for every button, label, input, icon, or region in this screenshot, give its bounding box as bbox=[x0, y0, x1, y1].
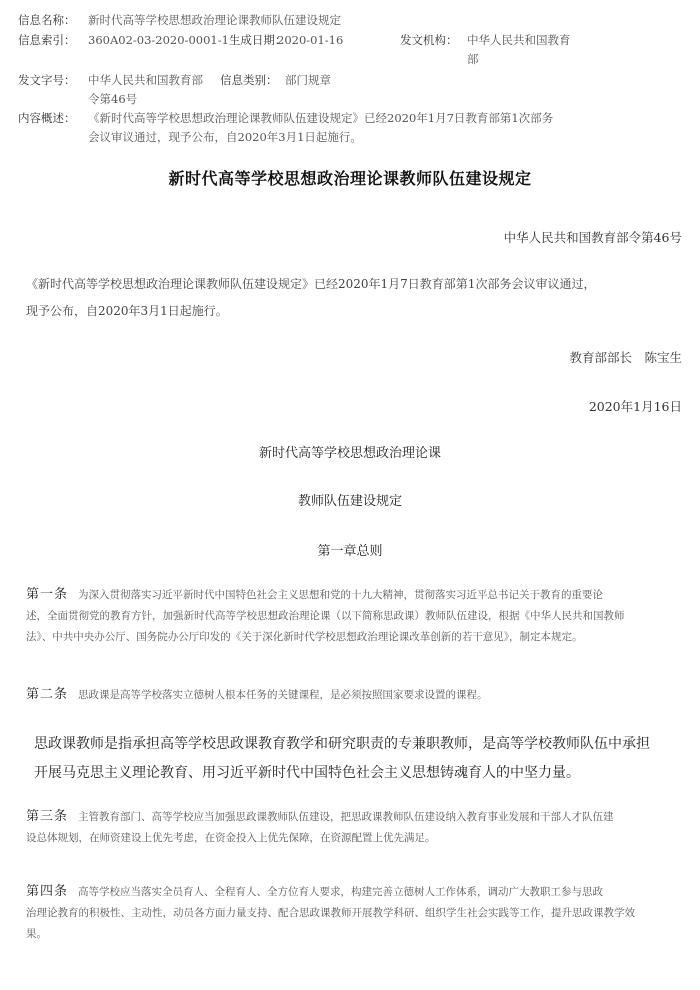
info-docno-label: 发文字号： bbox=[18, 73, 76, 87]
info-title-row bbox=[18, 12, 341, 28]
article-1-label: 第一条 bbox=[26, 587, 69, 602]
article-3-line-2: 设总体规划，在师资建设上优先考虑，在资金投入上优先保障，在资源配置上优先满足。 bbox=[26, 832, 436, 844]
info-title-label: 信息名称： bbox=[18, 13, 76, 27]
article-4-line-2: 治理论教育的积极性、主动性，动员各方面力量支持、配合思政课教师开展教学科研、组织学生社会实践等工作，提升思政课教学效 bbox=[26, 907, 635, 919]
info-summary-label: 内容概述： bbox=[18, 111, 76, 125]
info-docno-row bbox=[18, 72, 203, 88]
info-category-label: 信息类别： bbox=[220, 73, 278, 87]
sign-date: 2020年1月16日 bbox=[588, 399, 682, 414]
article-1-line-3: 法》、中共中央办公厅、国务院办公厅印发的《关于深化新时代学校思想政治理论课改革创新的若干意见》，制定本规定。 bbox=[26, 631, 583, 643]
intro-line-1: 《新时代高等学校思想政治理论课教师队伍建设规定》已经2020年1月7日教育部第1次部务会议审议通过， bbox=[26, 277, 596, 291]
info-issuer-value: 中华人民共和国教育 bbox=[467, 33, 571, 47]
intro-line-2: 现予公布，自2020年3月1日起施行。 bbox=[26, 304, 228, 318]
article-4 bbox=[26, 881, 676, 945]
info-index-row bbox=[18, 32, 286, 48]
info-summary-row bbox=[18, 110, 553, 126]
info-issuer-value-cont: 部 bbox=[467, 52, 479, 66]
article-2b-line-1: 思政课教师是指承担高等学校思政课教育教学和研究职责的专兼职教师，是高等学校教师队伍中承担 bbox=[34, 736, 650, 752]
article-2-line-1: 思政课是高等学校落实立德树人根本任务的关键课程，是必须按照国家要求设置的课程。 bbox=[78, 689, 488, 701]
info-title-value: 新时代高等学校思想政治理论课教师队伍建设规定 bbox=[88, 13, 341, 27]
info-category-value: 部门规章 bbox=[285, 73, 331, 87]
signer: 教育部部长 陈宝生 bbox=[569, 350, 682, 365]
info-docno-value: 中华人民共和国教育部 bbox=[88, 73, 203, 87]
article-1 bbox=[26, 584, 676, 648]
info-summary-line2: 会议审议通过，现予公布，自2020年3月1日起施行。 bbox=[88, 130, 362, 144]
info-date-label: 生成日期： bbox=[228, 33, 287, 47]
info-index-value: 360A02-03-2020-0001-1 bbox=[88, 33, 229, 47]
info-date-value: 2020-01-16 bbox=[277, 33, 344, 47]
intro-paragraph bbox=[26, 271, 676, 325]
info-index-label: 信息索引： bbox=[18, 33, 76, 47]
article-2-paragraph-2 bbox=[34, 730, 679, 788]
article-3 bbox=[26, 806, 676, 849]
article-1-line-2: 述，全面贯彻党的教育方针，加强新时代高等学校思想政治理论课（以下简称思政课）教师队伍建设，根据《中华人民共和国教师 bbox=[26, 610, 625, 622]
article-2b-line-2: 开展马克思主义理论教育、用习近平新时代中国特色社会主义思想铸魂育人的中坚力量。 bbox=[34, 765, 580, 781]
article-2-label: 第二条 bbox=[26, 687, 69, 702]
order-number: 中华人民共和国教育部令第46号 bbox=[503, 230, 682, 245]
subtitle-line-1: 新时代高等学校思想政治理论课 bbox=[258, 446, 441, 461]
article-4-line-1: 高等学校应当落实全员育人、全程育人、全方位育人要求，构建完善立德树人工作体系，调动广大教职工参与思政 bbox=[78, 886, 604, 898]
info-docno-value-cont: 令第46号 bbox=[88, 92, 138, 106]
info-issuer-label: 发文机构： bbox=[400, 33, 458, 47]
article-3-line-1: 主管教育部门、高等学校应当加强思政课教师队伍建设，把思政课教师队伍建设纳入教育事业发展和干部人才队伍建 bbox=[78, 811, 614, 823]
document-title: 新时代高等学校思想政治理论课教师队伍建设规定 bbox=[168, 169, 532, 188]
article-1-line-1: 为深入贯彻落实习近平新时代中国特色社会主义思想和党的十九大精神，贯彻落实习近平总书记关于教育的重要论 bbox=[78, 589, 604, 601]
info-summary-line1: 《新时代高等学校思想政治理论课教师队伍建设规定》已经2020年1月7日教育部第1次部务 bbox=[88, 111, 554, 125]
article-4-label: 第四条 bbox=[26, 884, 69, 899]
article-4-line-3: 果。 bbox=[26, 928, 47, 940]
article-3-label: 第三条 bbox=[26, 809, 69, 824]
subtitle-line-2: 教师队伍建设规定 bbox=[297, 494, 402, 509]
chapter-heading: 第一章总则 bbox=[317, 544, 383, 559]
article-2 bbox=[26, 684, 676, 706]
